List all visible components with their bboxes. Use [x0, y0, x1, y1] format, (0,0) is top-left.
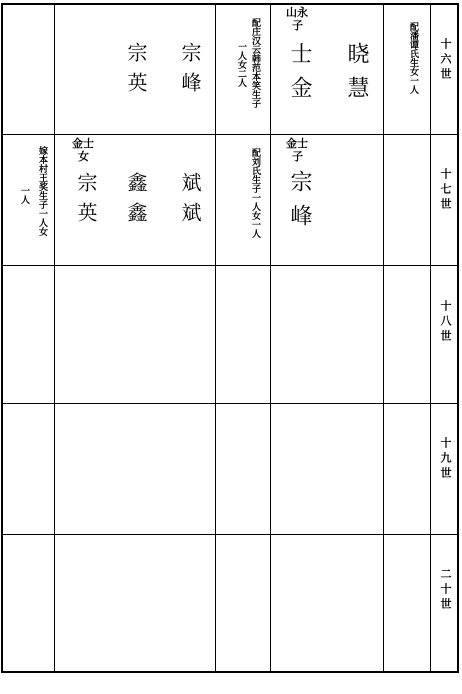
person-name-16: 士金 — [287, 42, 312, 110]
wife-note-16: 配潘谭氏生女一人 — [408, 22, 418, 94]
generation-label-18: 十八世 — [439, 300, 452, 345]
generation-label-19: 十九世 — [439, 437, 452, 482]
relation-tag-17: 金士 — [286, 137, 308, 150]
column-divider — [54, 5, 55, 671]
column-divider — [383, 5, 384, 671]
column-divider — [215, 5, 216, 671]
spouse-note-16-line1: 配庄汉云韩范本笑生子 — [250, 18, 260, 108]
child-name-17-3: 宗英 — [74, 172, 98, 232]
person-name-17: 宗峰 — [287, 170, 312, 238]
relation-tag-17-2: 子 — [292, 150, 303, 163]
marriage-note-17-line1: 嫁本村王奖生子一人女 — [37, 146, 47, 236]
generation-label-16: 十六世 — [439, 38, 452, 83]
genealogy-page-frame — [1, 3, 459, 673]
marriage-note-17-line2: 一人 — [19, 186, 29, 204]
daughter-tag-17: 金士 — [72, 137, 94, 150]
row-divider-16-17 — [3, 134, 459, 135]
row-divider-17-18 — [3, 265, 459, 266]
column-divider — [270, 5, 271, 671]
row-divider-19-20 — [3, 534, 459, 535]
relation-tag-16-2: 子 — [292, 19, 303, 32]
generation-label-17: 十七世 — [439, 168, 452, 213]
row-divider-18-19 — [3, 403, 459, 404]
generation-label-20: 二十世 — [439, 568, 452, 613]
spouse-note-16-line2: 一人女二人 — [236, 42, 246, 87]
daughter-tag-17-2: 女 — [78, 150, 89, 163]
child-name-16-1: 宗峰 — [178, 42, 202, 102]
child-name-17-1: 斌斌 — [178, 172, 202, 232]
column-divider — [430, 5, 431, 671]
child-name-16-2: 宗英 — [124, 42, 148, 102]
relation-tag-16: 山永 — [286, 6, 308, 19]
person-name-16-given: 晓慧 — [344, 42, 369, 110]
child-name-17-2: 鑫鑫 — [124, 172, 148, 232]
wife-note-17: 配刘氏生子一人女一人 — [250, 148, 260, 238]
